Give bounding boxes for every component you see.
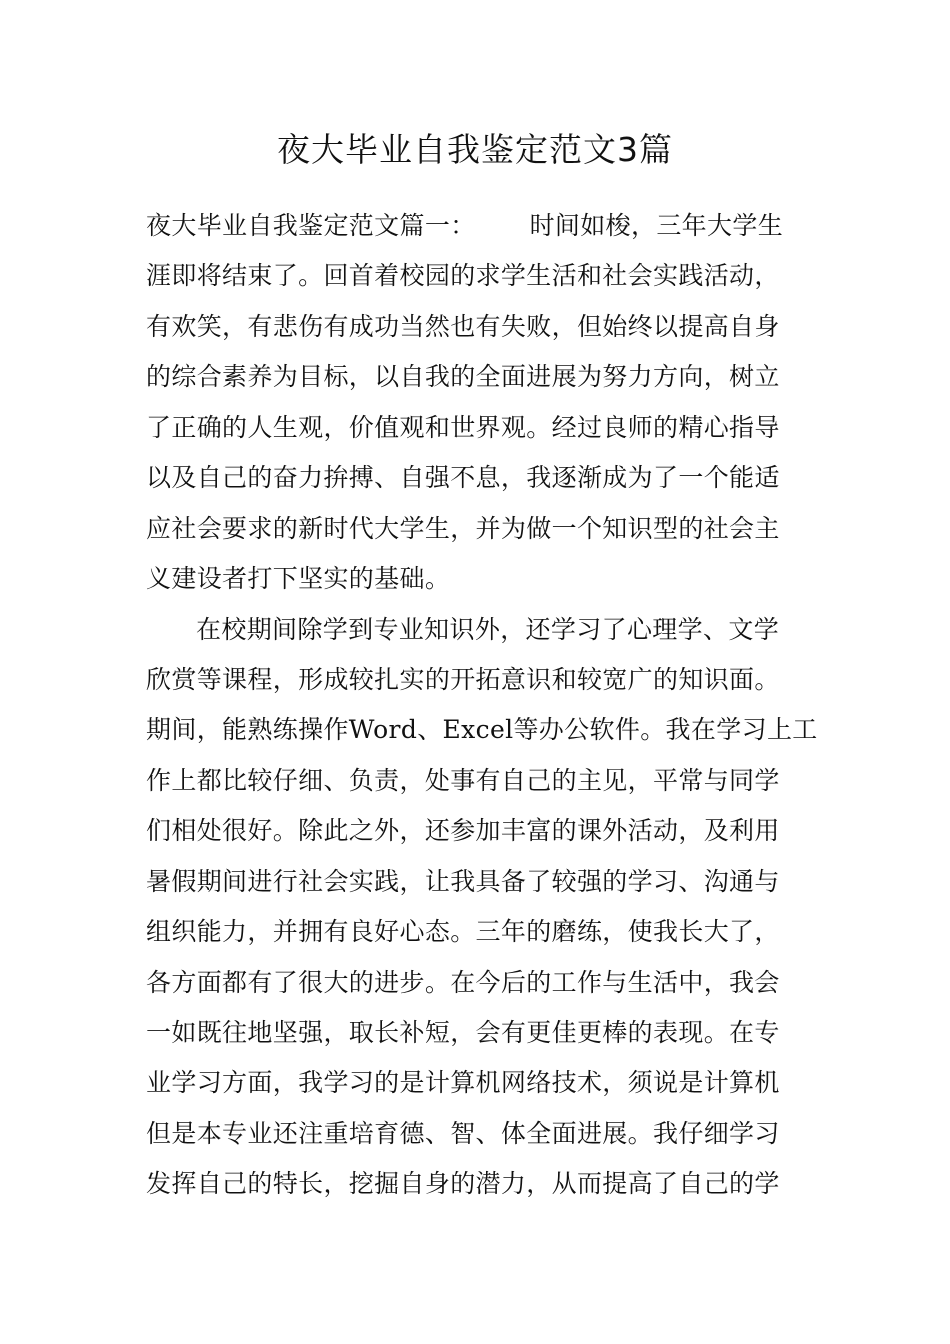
paragraph-1-first-text: 时间如梭，三年大学生	[529, 211, 784, 240]
paragraph-line: 涯即将结束了。回首着校园的求学生活和社会实践活动，	[146, 261, 780, 291]
section-heading: 夜大毕业自我鉴定范文篇一：	[146, 211, 476, 240]
paragraph-line: 各方面都有了很大的进步。在今后的工作与生活中，我会	[146, 967, 780, 997]
paragraph-line: 暑假期间进行社会实践，让我具备了较强的学习、沟通与	[146, 866, 780, 896]
paragraph-line: 在校期间除学到专业知识外，还学习了心理学、文学	[196, 614, 780, 644]
paragraph-line: 的综合素养为目标，以自我的全面进展为努力方向，树立	[146, 362, 780, 392]
paragraph-1-line-1	[146, 201, 806, 251]
paragraph-line: 以及自己的奋力拚搏、自强不息，我逐渐成为了一个能适	[146, 463, 780, 493]
paragraph-line: 组织能力，并拥有良好心态。三年的磨练，使我长大了，	[146, 917, 780, 947]
paragraph-line: 应社会要求的新时代大学生，并为做一个知识型的社会主	[146, 513, 780, 543]
paragraph-line: 义建设者打下坚实的基础。	[146, 564, 451, 594]
paragraph-line: 作上都比较仔细、负责，处事有自己的主见，平常与同学	[146, 765, 780, 795]
paragraph-line: 们相处很好。除此之外，还参加丰富的课外活动，及利用	[146, 816, 780, 846]
document-body	[146, 201, 818, 1210]
paragraph-line: 了正确的人生观，价值观和世界观。经过良师的精心指导	[146, 412, 780, 442]
paragraph-line: 有欢笑，有悲伤有成功当然也有失败，但始终以提高自身	[146, 311, 780, 341]
paragraph-line: 但是本专业还注重培育德、智、体全面进展。我仔细学习	[146, 1118, 780, 1148]
paragraph-line: 发挥自己的特长，挖掘自身的潜力，从而提高了自己的学	[146, 1169, 780, 1199]
document-title: 夜大毕业自我鉴定范文3篇	[277, 130, 673, 169]
paragraph-line: 一如既往地坚强，取长补短，会有更佳更棒的表现。在专	[146, 1018, 780, 1047]
paragraph-line: 期间，能熟练操作Word、Excel等办公软件。我在学习上工	[146, 715, 818, 745]
paragraph-line: 业学习方面，我学习的是计算机网络技术，须说是计算机	[146, 1068, 780, 1098]
paragraph-line: 欣赏等课程，形成较扎实的开拓意识和较宽广的知识面。	[146, 664, 780, 694]
